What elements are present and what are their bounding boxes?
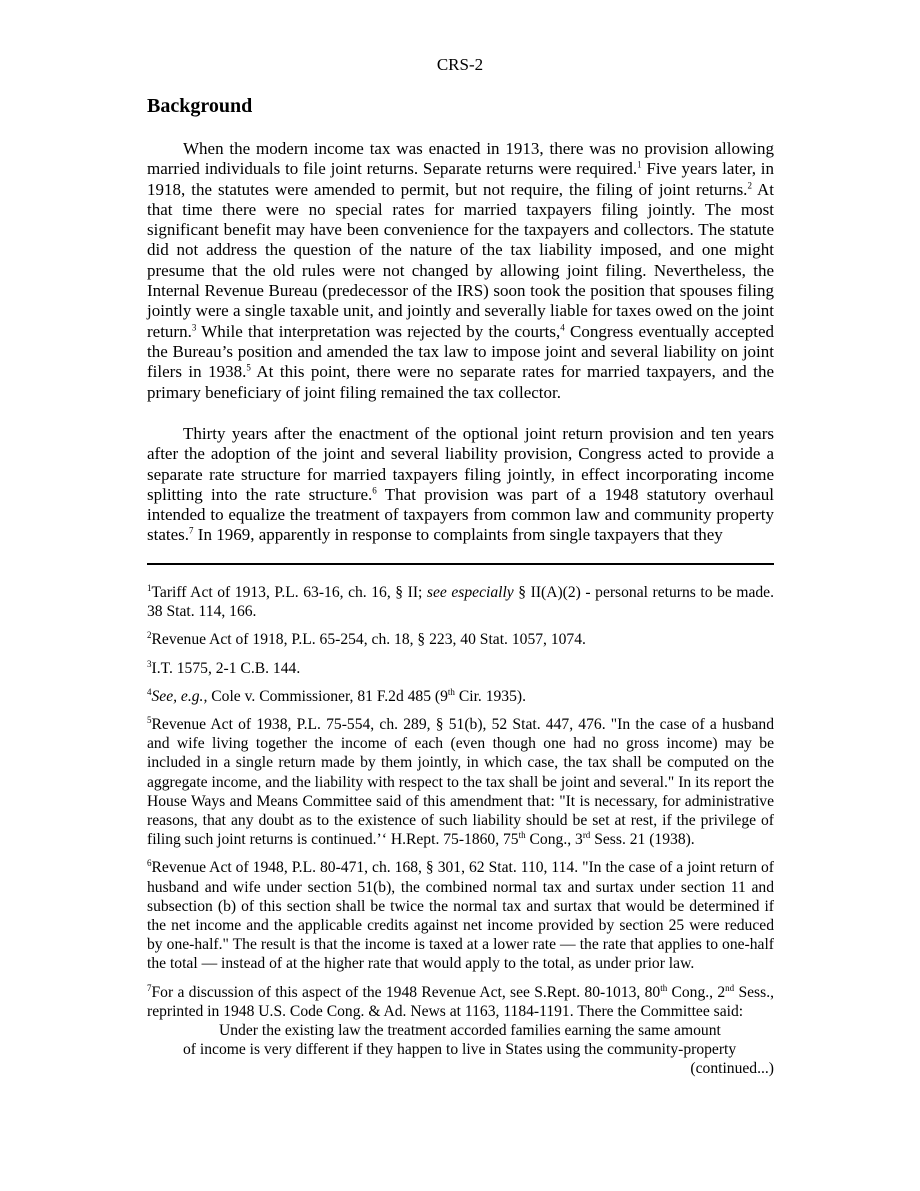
text-run: I.T. 1575, 2-1 C.B. 144. xyxy=(151,659,301,677)
text-run: Revenue Act of 1948, P.L. 80-471, ch. 168, § 301, 62 Stat. 110, 114. "In the case of a joint return of husband and wife under section 51(b), the combined normal tax and surtax under section 11 and subsection (b) of this section shall be twice the normal tax and surtax that would be determined if the net income and the applicable credits against net income provided by section 25 were reduced by one-half." The result is that the income is taxed at a lower rate — the rate that applies to one-half the total — instead of at the higher rate that would apply to the total, as under prior law. xyxy=(147,859,774,973)
text-run: While that interpretation was rejected by the courts, xyxy=(196,321,561,341)
footnote-marker: th xyxy=(518,830,526,841)
footnote-marker: 2 xyxy=(747,179,752,190)
text-run: That provision was part of a 1948 statutory overhaul intended to equalize the treatment of taxpayers from common law and community property states. xyxy=(147,484,774,545)
footnote-3 xyxy=(147,659,774,678)
text-run: For a discussion of this aspect of the 1948 Revenue Act, see S.Rept. 80-1013, 80 xyxy=(151,983,661,1001)
text-run: At this point, there were no separate rates for married taxpayers, and the primary beneficiary of joint filing remained the tax collector. xyxy=(147,362,774,402)
footnote-divider xyxy=(147,563,774,565)
footnote-marker: rd xyxy=(582,830,591,841)
text-run: Cole v. Commissioner, 81 F.2d 485 (9 xyxy=(207,687,448,705)
text-run: Sess. 21 (1938). xyxy=(590,831,695,849)
footnote-2 xyxy=(147,630,774,649)
footnote-7 xyxy=(147,983,774,1021)
footnote-marker: 3 xyxy=(147,658,152,669)
footnote-marker: 6 xyxy=(147,858,152,869)
footnote-6 xyxy=(147,858,774,973)
footnote-marker: 2 xyxy=(147,630,152,641)
footnote-marker: 3 xyxy=(191,322,197,333)
footnote-marker: 4 xyxy=(560,322,565,333)
section-title: Background xyxy=(147,95,253,117)
block-quote xyxy=(147,1021,774,1059)
text-run: At that time there were no special rates for married taxpayers filing jointly. The most significant benefit may have been convenience for the taxpayers and collectors. The statute did not address the question of the nature of the tax liability imposed, and one might presume that the old rules were not changed by allowing joint filing. Nevertheless, the Internal Revenue Bureau (predecessor of the IRS) soon took the position that spouses filing jointly were a single taxable unit, and jointly and severally liable for taxes owed on the joint return. xyxy=(147,179,774,341)
footnote-marker: 1 xyxy=(147,582,152,593)
text-run: Cong., 3 xyxy=(525,831,583,849)
page-header: CRS-2 xyxy=(436,55,484,74)
text-run: Thirty years after the enactment of the optional joint return provision and ten years after the adoption of the joint and several liability provision, Congress acted to provide a separate rate structure for married taxpayers filing jointly, in effect incorporating income splitting into the rate structure. xyxy=(147,424,774,504)
paragraph-text xyxy=(147,424,774,546)
body-paragraph-2 xyxy=(147,424,774,546)
footnotes xyxy=(147,583,774,1079)
text-run: Sess., reprinted in 1948 U.S. Code Cong. & Ad. News at 1163, 1184-1191. There the Committee said: xyxy=(147,983,774,1020)
quote-line: Under the existing law the treatment accorded families earning the same amount xyxy=(219,1022,721,1040)
paragraph-text xyxy=(147,139,774,403)
text-run: Revenue Act of 1938, P.L. 75-554, ch. 289, § 51(b), 52 Stat. 447, 476. "In the case of a husband and wife living together the income of each (even though one had no gross income) may be included in a single return made by them jointly, in which case, the tax shall be computed on the aggregate income, and the liability with respect to the tax shall be joint and several." In its report the House Ways and Means Committee said of this amendment that: "It is necessary, for administrative reasons, that any doubt as to the existence of such liability should be set at rest, if the privilege of filing such joint returns is continued.’‘ H.Rept. 75-1860, 75 xyxy=(147,716,774,849)
text-run: In 1969, apparently in response to complaints from single taxpayers that they xyxy=(193,525,723,545)
footnote-marker: th xyxy=(660,982,668,993)
footnote-marker: 7 xyxy=(189,525,194,536)
text-run: Cir. 1935). xyxy=(454,687,526,705)
footnote-marker: nd xyxy=(725,982,735,993)
footnote-1 xyxy=(147,583,774,621)
quote-line: of income is very different if they happen to live in States using the community-property xyxy=(183,1041,737,1059)
footnote-marker: 7 xyxy=(147,982,152,993)
footnote-marker: 6 xyxy=(372,485,377,496)
body-paragraph-1 xyxy=(147,139,774,403)
text-run: Five years later, in 1918, the statutes were amended to permit, but not require, the filing of joint returns. xyxy=(147,159,774,199)
footnote-marker: 5 xyxy=(147,714,152,725)
text-run: Tariff Act of 1913, P.L. 63-16, ch. 16, § II; xyxy=(151,584,427,601)
text-run: Congress eventually accepted the Bureau’s position and amended the tax law to impose joint and several liability on joint filers in 1938. xyxy=(147,321,774,382)
text-run: Cong., 2 xyxy=(667,983,726,1001)
footnote-4 xyxy=(147,687,774,706)
footnote-marker: 4 xyxy=(147,686,152,697)
text-run: Revenue Act of 1918, P.L. 65-254, ch. 18, § 223, 40 Stat. 1057, 1074. xyxy=(151,631,586,649)
footnote-marker: 1 xyxy=(637,159,642,170)
footnote-marker: th xyxy=(447,686,455,697)
footnote-5 xyxy=(147,715,774,849)
text-run: see especially xyxy=(426,584,514,601)
footnote-marker: 5 xyxy=(246,362,251,373)
text-run: When the modern income tax was enacted in 1913, there was no provision allowing married individuals to file joint returns. Separate returns were required. xyxy=(147,139,774,179)
continued-note: (continued...) xyxy=(690,1060,774,1078)
text-run: § II(A)(2) - personal returns to be made. 38 Stat. 114, 166. xyxy=(147,584,775,621)
text-run: See, e.g., xyxy=(151,687,208,705)
